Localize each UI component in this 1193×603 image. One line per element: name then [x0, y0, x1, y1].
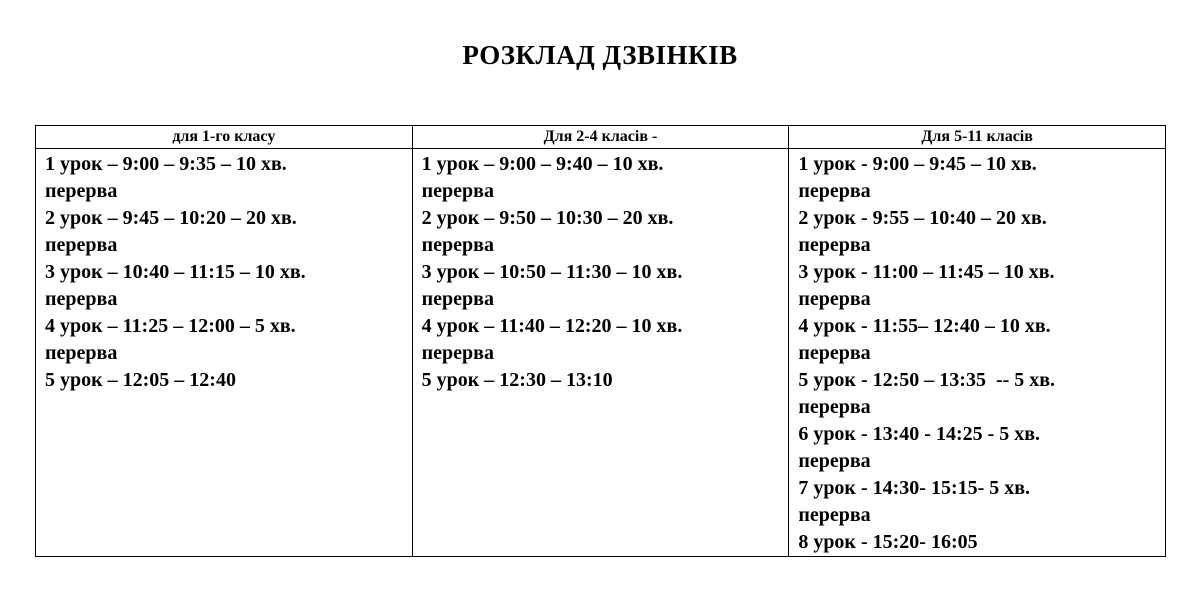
schedule-cell-grades-5-11 [789, 149, 1166, 557]
schedule-line: перерва [798, 342, 871, 364]
schedule-line: перерва [45, 342, 118, 364]
schedule-line: перерва [798, 504, 871, 526]
schedule-line: 2 урок - 9:55 – 10:40 – 20 хв. [798, 207, 1047, 229]
schedule-line: перерва [45, 234, 118, 256]
schedule-line: 2 урок – 9:45 – 10:20 – 20 хв. [45, 207, 297, 229]
schedule-line: 4 урок – 11:25 – 12:00 – 5 хв. [45, 315, 296, 337]
schedule-line: перерва [798, 288, 871, 310]
schedule-cell-grades-2-4 [412, 149, 789, 557]
schedule-line: перерва [45, 288, 118, 310]
schedule-line: 2 урок – 9:50 – 10:30 – 20 хв. [421, 207, 674, 229]
schedule-line: 1 урок – 9:00 – 9:35 – 10 хв. [45, 153, 287, 175]
schedule-line: перерва [798, 396, 871, 418]
page-title: РОЗКЛАД ДЗВІНКІВ [462, 40, 738, 70]
schedule-line: перерва [421, 288, 494, 310]
schedule-line: 1 урок – 9:00 – 9:40 – 10 хв. [421, 153, 664, 175]
schedule-line: перерва [798, 450, 871, 472]
column-header-grade-1: для 1-го класу [36, 126, 413, 149]
bell-schedule-table [35, 125, 1166, 557]
schedule-cell-grade-1 [36, 149, 413, 557]
column-header-grades-5-11: Для 5-11 класів [789, 126, 1166, 149]
schedule-line: 4 урок - 11:55– 12:40 – 10 хв. [798, 315, 1051, 337]
column-header-grades-2-4: Для 2-4 класів - [412, 126, 789, 149]
schedule-line: 3 урок – 10:40 – 11:15 – 10 хв. [45, 261, 306, 283]
schedule-line: перерва [45, 180, 118, 202]
schedule-line: перерва [421, 180, 494, 202]
table-header-row [36, 126, 1166, 149]
schedule-line: 6 урок - 13:40 - 14:25 - 5 хв. [798, 423, 1041, 445]
schedule-line: 5 урок – 12:30 – 13:10 [421, 369, 613, 391]
schedule-line: 3 урок - 11:00 – 11:45 – 10 хв. [798, 261, 1055, 283]
schedule-line: перерва [421, 342, 494, 364]
schedule-line: перерва [798, 180, 871, 202]
schedule-line: 3 урок – 10:50 – 11:30 – 10 хв. [421, 261, 683, 283]
schedule-line: 5 урок – 12:05 – 12:40 [45, 369, 236, 391]
schedule-line: перерва [798, 234, 871, 256]
table-row [36, 149, 1166, 557]
schedule-line: 8 урок - 15:20- 16:05 [798, 531, 978, 553]
schedule-line: перерва [421, 234, 494, 256]
schedule-line: 1 урок - 9:00 – 9:45 – 10 хв. [798, 153, 1037, 175]
schedule-line: 5 урок - 12:50 – 13:35 -- 5 хв. [798, 369, 1056, 391]
schedule-line: 7 урок - 14:30- 15:15- 5 хв. [798, 477, 1031, 499]
schedule-line: 4 урок – 11:40 – 12:20 – 10 хв. [421, 315, 683, 337]
